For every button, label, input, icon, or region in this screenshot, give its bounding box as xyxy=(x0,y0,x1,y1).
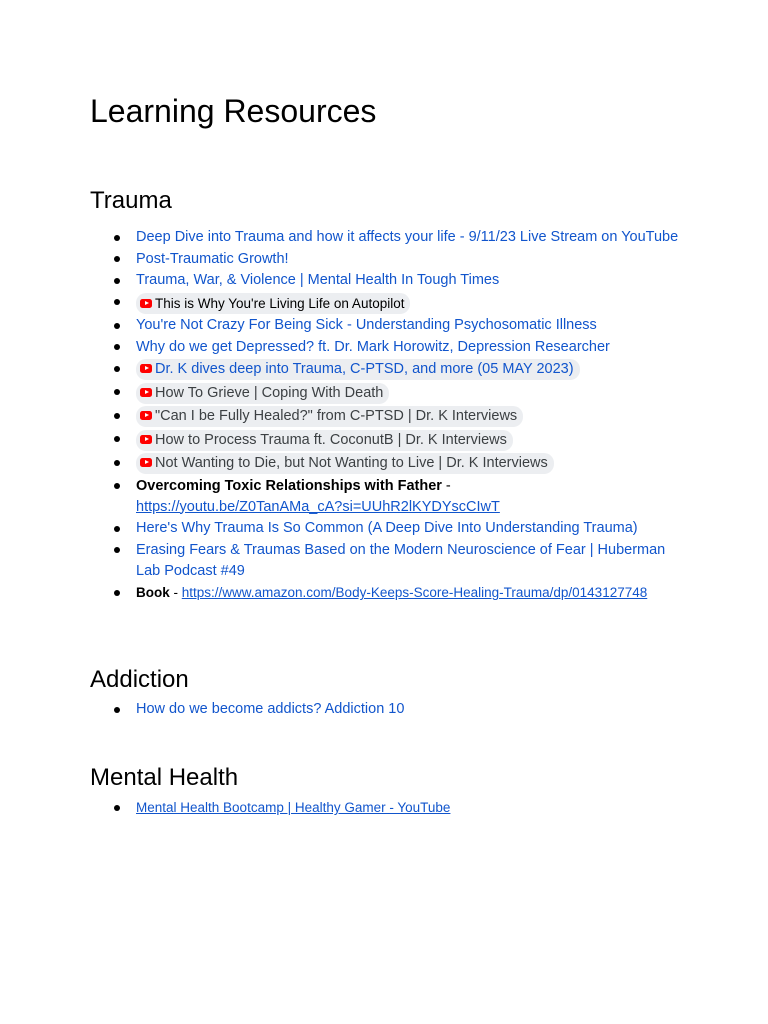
list-item xyxy=(90,227,690,248)
mental-health-resource-list xyxy=(90,797,690,819)
youtube-icon xyxy=(140,435,152,444)
list-item xyxy=(90,452,690,475)
chip-label: "Can I be Fully Healed?" from C-PTSD | Dr. K Interviews xyxy=(155,408,518,424)
resource-link[interactable]: Post-Traumatic Growth! xyxy=(136,250,289,267)
list-item xyxy=(90,337,690,358)
chip-label: This is Why You're Living Life on Autopilot xyxy=(155,295,405,311)
list-item xyxy=(90,249,690,270)
section-heading-addiction: Addiction xyxy=(90,666,189,693)
addiction-resource-list xyxy=(90,699,690,721)
list-item xyxy=(90,476,690,518)
list-item xyxy=(90,405,690,428)
resource-link[interactable]: Why do we get Depressed? ft. Dr. Mark Horowitz, Depression Researcher xyxy=(136,338,610,355)
youtube-smart-chip[interactable] xyxy=(136,406,523,427)
list-item xyxy=(90,429,690,452)
youtube-icon xyxy=(140,411,152,420)
trauma-resource-list xyxy=(90,227,690,604)
book-url-link[interactable]: https://www.amazon.com/Body-Keeps-Score-Healing-Trauma/dp/0143127748 xyxy=(181,585,648,600)
resource-title: Book xyxy=(136,585,170,600)
youtube-smart-chip[interactable] xyxy=(136,453,554,474)
list-item xyxy=(90,518,690,539)
resource-link[interactable]: Deep Dive into Trauma and how it affects your life - 9/11/23 Live Stream on YouTube xyxy=(136,229,679,245)
separator: - xyxy=(441,477,451,494)
list-item xyxy=(90,699,690,720)
section-heading-mental-health: Mental Health xyxy=(90,764,239,791)
youtube-smart-chip[interactable] xyxy=(136,383,389,404)
list-item xyxy=(90,292,690,315)
youtube-url-link[interactable]: https://youtu.be/Z0TanAMa_cA?si=UUhR2lKYDYscCIwT xyxy=(136,498,500,515)
youtube-icon xyxy=(140,364,152,373)
list-item xyxy=(90,582,690,603)
list-item xyxy=(90,315,690,336)
resource-title: Overcoming Toxic Relationships with Father xyxy=(136,477,442,494)
youtube-smart-chip[interactable] xyxy=(136,430,513,451)
section-heading-trauma: Trauma xyxy=(90,187,172,214)
resource-link[interactable]: You're Not Crazy For Being Sick - Understanding Psychosomatic Illness xyxy=(136,317,597,333)
chip-label: How To Grieve | Coping With Death xyxy=(155,384,384,401)
resource-link[interactable]: Erasing Fears & Traumas Based on the Modern Neuroscience of Fear | Huberman Lab Podcast #49 xyxy=(136,541,666,579)
youtube-smart-chip[interactable] xyxy=(136,359,580,380)
chip-label: Dr. K dives deep into Trauma, C-PTSD, and more (05 MAY 2023) xyxy=(155,361,574,377)
resource-link[interactable]: Here's Why Trauma Is So Common (A Deep Dive Into Understanding Trauma) xyxy=(136,520,638,536)
youtube-icon xyxy=(140,299,152,308)
youtube-icon xyxy=(140,458,152,467)
chip-label: Not Wanting to Die, but Not Wanting to Live | Dr. K Interviews xyxy=(155,455,548,471)
resource-link[interactable]: How do we become addicts? Addiction 10 xyxy=(136,701,405,717)
youtube-smart-chip[interactable] xyxy=(136,293,410,314)
list-item xyxy=(90,797,690,818)
list-item xyxy=(90,270,690,291)
youtube-icon xyxy=(140,388,152,397)
list-item xyxy=(90,358,690,381)
list-item xyxy=(90,540,690,582)
separator: - xyxy=(169,585,182,600)
resource-link[interactable]: Trauma, War, & Violence | Mental Health In Tough Times xyxy=(136,272,500,288)
chip-label: How to Process Trauma ft. CoconutB | Dr. K Interviews xyxy=(155,431,507,448)
resource-link[interactable]: Mental Health Bootcamp | Healthy Gamer - YouTube xyxy=(136,800,451,815)
list-item xyxy=(90,382,690,405)
page-title: Learning Resources xyxy=(90,93,377,129)
